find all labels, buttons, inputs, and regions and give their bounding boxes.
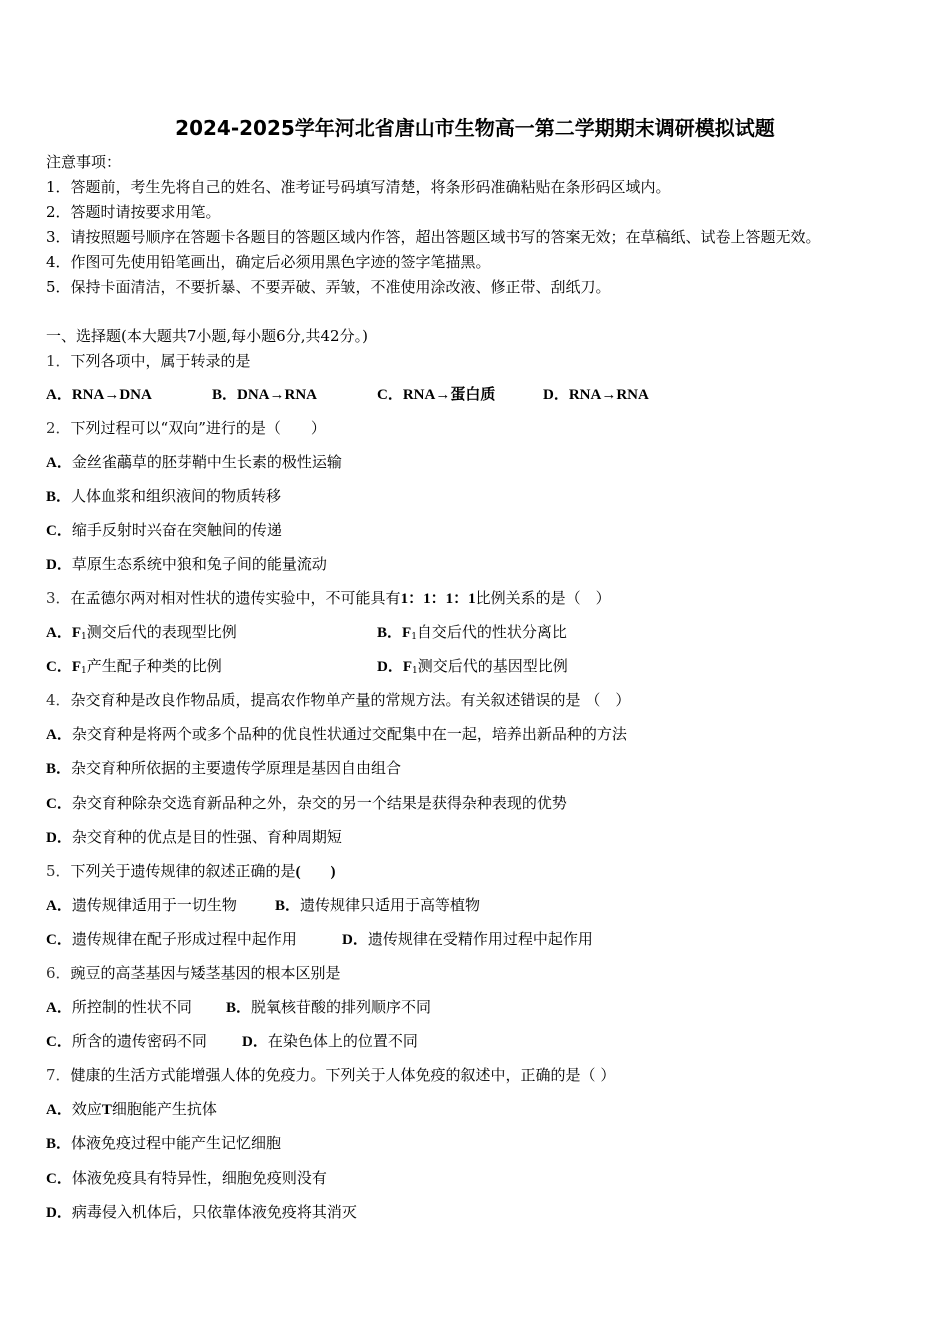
option-letter: A．: [46, 455, 72, 471]
option-letter: B．: [46, 761, 72, 777]
option-letter: C．: [46, 523, 72, 539]
option-text: 人体血浆和组织液间的物质转移: [71, 487, 282, 505]
question-text: 杂交育种是改良作物品质，提高农作物单产量的常规方法。有关叙述错误的是 （ ）: [70, 691, 631, 709]
option-text: 所控制的性状不同: [71, 998, 192, 1016]
question-1-option-b[interactable]: [212, 381, 317, 407]
question-4-option-b[interactable]: [46, 755, 401, 781]
option-letter: D．: [377, 659, 403, 675]
question-6-option-c[interactable]: [46, 1028, 207, 1054]
option-letter: A．: [46, 387, 72, 403]
question-3-option-c[interactable]: [46, 653, 222, 679]
option-letter: C．: [46, 659, 72, 675]
question-7-option-c[interactable]: [46, 1165, 327, 1191]
option-text: 测交后代的表现型比例: [86, 623, 237, 641]
option-letter: C．: [46, 796, 72, 812]
question-text: 豌豆的高茎基因与矮茎基因的根本区别是: [70, 964, 341, 982]
question-text: 下列关于遗传规律的叙述正确的是: [70, 862, 296, 880]
option-letter: B．: [226, 1000, 252, 1016]
subscript: 1: [411, 632, 417, 642]
option-text: 体液免疫过程中能产生记忆细胞: [71, 1134, 282, 1152]
notice-item: 2．答题时请按要求用笔。: [46, 203, 221, 221]
option-text: 杂交育种的优点是目的性强、育种周期短: [71, 828, 342, 846]
f-symbol: F: [71, 659, 82, 675]
question-2-option-b[interactable]: [46, 483, 281, 509]
notice-block: [46, 150, 926, 300]
option-text: 测交后代的基因型比例: [417, 657, 568, 675]
question-5-option-a[interactable]: [46, 892, 237, 918]
option-text: 细胞能产生抗体: [111, 1100, 217, 1118]
question-number: 2．: [46, 419, 71, 437]
option-text: 病毒侵入机体后，只依靠体液免疫将其消灭: [71, 1203, 357, 1221]
option-text: 草原生态系统中狼和兔子间的能量流动: [71, 555, 327, 573]
option-letter: D．: [242, 1034, 268, 1050]
notice-item: 4．作图可先使用铅笔画出，确定后必须用黑色字迹的签字笔描黑。: [46, 253, 491, 271]
option-text: 缩手反射时兴奋在突触间的传递: [71, 521, 282, 539]
subscript: 1: [81, 666, 87, 676]
option-text: 产生配子种类的比例: [86, 657, 222, 675]
option-letter: D．: [46, 1205, 72, 1221]
question-2-option-d[interactable]: [46, 551, 327, 577]
question-7-option-b[interactable]: [46, 1130, 281, 1156]
option-letter: D．: [543, 387, 569, 403]
option-letter: B．: [46, 1136, 72, 1152]
option-letter: A．: [46, 625, 72, 641]
option-text: RNA→RNA: [568, 387, 649, 403]
option-letter: B．: [275, 898, 301, 914]
question-number: 7．: [46, 1066, 71, 1084]
option-text: DNA→RNA: [237, 387, 318, 403]
option-letter: D．: [342, 932, 368, 948]
question-5-option-d[interactable]: [342, 926, 593, 952]
option-letter: C．: [46, 1171, 72, 1187]
question-6-option-d[interactable]: [242, 1028, 418, 1054]
section-heading: 一、选择题(本大题共7小题,每小题6分,共42分。): [46, 327, 368, 345]
notice-heading: 注意事项：: [46, 153, 122, 171]
question-1-option-a[interactable]: [46, 381, 152, 407]
notice-item: 3．请按照题号顺序在答题卡各题目的答题区域内作答，超出答题区域书写的答案无效；在草稿纸、试卷上答题无效。: [46, 228, 821, 246]
option-text: 体液免疫具有特异性，细胞免疫则没有: [71, 1169, 327, 1187]
option-text: RNA→蛋白质: [402, 387, 496, 403]
subscript: 1: [412, 666, 418, 676]
option-text: 在染色体上的位置不同: [267, 1032, 418, 1050]
option-text: 自交后代的性状分离比: [416, 623, 567, 641]
option-letter: C．: [377, 387, 403, 403]
option-letter: B．: [377, 625, 403, 641]
option-text: 金丝雀虉草的胚芽鞘中生长素的极性运输: [71, 453, 342, 471]
option-text: 杂交育种除杂交选育新品种之外，杂交的另一个结果是获得杂种表现的优势: [71, 794, 567, 812]
question-7-option-a[interactable]: [46, 1096, 217, 1122]
notice-item: 1．答题前，考生先将自己的姓名、准考证号码填写清楚，将条形码准确粘贴在条形码区域内。: [46, 178, 671, 196]
page-title: 2024-2025学年河北省唐山市生物高一第二学期期末调研模拟试题: [175, 116, 775, 140]
option-letter: A．: [46, 898, 72, 914]
question-3-stem: [46, 585, 926, 611]
question-5-option-c[interactable]: [46, 926, 297, 952]
question-6-stem: [46, 960, 926, 986]
f-symbol: F: [71, 625, 82, 641]
question-number: 5．: [46, 862, 71, 880]
question-text: 下列过程可以“双向”进行的是（ ）: [70, 419, 326, 437]
question-4-option-a[interactable]: [46, 721, 627, 747]
question-7-option-d[interactable]: [46, 1199, 357, 1225]
question-6-option-a[interactable]: [46, 994, 192, 1020]
question-number: 6．: [46, 964, 71, 982]
question-text: 在孟德尔两对相对性状的遗传实验中，不可能具有: [70, 589, 401, 607]
option-letter: A．: [46, 1102, 72, 1118]
option-letter: C．: [46, 932, 72, 948]
question-text: 比例关系的是（ ）: [475, 589, 611, 607]
option-text: 遗传规律只适用于高等植物: [300, 896, 481, 914]
option-letter: A．: [46, 1000, 72, 1016]
question-7-stem: [46, 1062, 926, 1088]
question-5-option-b[interactable]: [275, 892, 480, 918]
option-text: 遗传规律在配子形成过程中起作用: [71, 930, 297, 948]
question-4-option-d[interactable]: [46, 824, 342, 850]
option-letter: D．: [46, 557, 72, 573]
f-symbol: F: [402, 659, 413, 675]
option-text: 杂交育种是将两个或多个品种的优良性状通过交配集中在一起，培养出新品种的方法: [71, 725, 627, 743]
question-3-option-d[interactable]: [377, 653, 568, 679]
question-4-stem: [46, 687, 926, 713]
answer-paren: ( ): [295, 864, 336, 880]
question-text: 健康的生活方式能增强人体的免疫力。下列关于人体免疫的叙述中，正确的是（ ）: [70, 1066, 616, 1084]
question-number: 4．: [46, 691, 71, 709]
option-letter: C．: [46, 1034, 72, 1050]
option-text: 遗传规律适用于一切生物: [71, 896, 237, 914]
option-text: 所含的遗传密码不同: [71, 1032, 207, 1050]
option-text-bold: T: [101, 1102, 112, 1118]
question-4-option-c[interactable]: [46, 790, 567, 816]
notice-item: 5．保持卡面清洁，不要折暴、不要弄破、弄皱，不准使用涂改液、修正带、刮纸刀。: [46, 278, 611, 296]
option-text: 脱氧核苷酸的排列顺序不同: [251, 998, 432, 1016]
question-number: 1．: [46, 352, 71, 370]
question-2-option-c[interactable]: [46, 517, 282, 543]
question-text: 下列各项中，属于转录的是: [70, 352, 251, 370]
question-3-option-b[interactable]: [377, 619, 567, 645]
option-letter: B．: [212, 387, 238, 403]
option-text: RNA→DNA: [71, 387, 152, 403]
option-text: 遗传规律在受精作用过程中起作用: [367, 930, 593, 948]
question-number: 3．: [46, 589, 71, 607]
question-1-option-d[interactable]: [543, 381, 649, 407]
question-5-stem: [46, 858, 926, 884]
ratio-text: 1：1：1：1: [400, 591, 476, 607]
question-1-option-c[interactable]: [377, 381, 495, 407]
question-2-stem: [46, 415, 926, 441]
question-3-option-a[interactable]: [46, 619, 237, 645]
option-letter: A．: [46, 727, 72, 743]
option-letter: B．: [46, 489, 72, 505]
subscript: 1: [81, 632, 87, 642]
question-2-option-a[interactable]: [46, 449, 342, 475]
question-6-option-b[interactable]: [226, 994, 431, 1020]
f-symbol: F: [402, 625, 412, 641]
option-letter: D．: [46, 830, 72, 846]
question-1-stem: [46, 348, 926, 374]
option-text: 效应: [71, 1100, 102, 1118]
option-text: 杂交育种所依据的主要遗传学原理是基因自由组合: [71, 759, 402, 777]
